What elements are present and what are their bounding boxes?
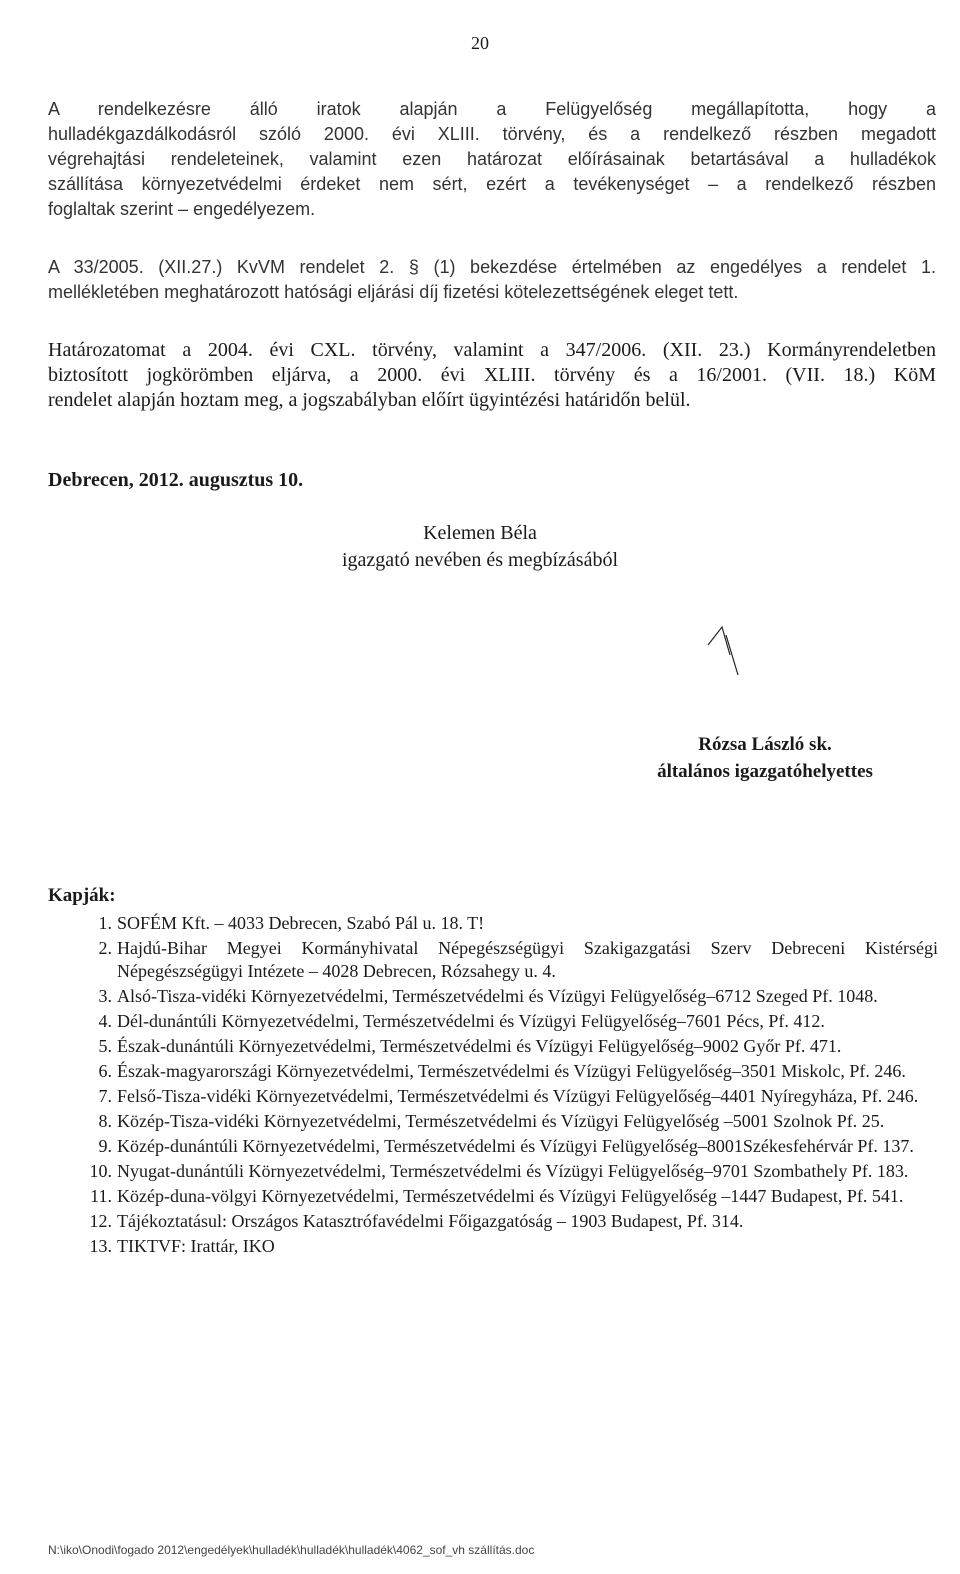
paragraph-findings bbox=[48, 97, 936, 222]
paragraph-line: Határozatomat a 2004. évi CXL. törvény, valamint a 347/2006. (XII. 23.) Kormányrendeletben bbox=[48, 339, 936, 361]
paragraph-line: A 33/2005. (XII.27.) KvVM rendelet 2. § (1) bekezdése értelmében az engedélyes a rendelet 1. bbox=[48, 257, 936, 277]
item-text: Hajdú-Bihar Megyei Kormányhivatal Népegészségügyi Szakigazgatási Szerv Debreceni Kistérségi Népegészségügyi Intézete – 4028 Debrecen, Rózsahegy u. 4. bbox=[117, 938, 938, 981]
item-number: 5. bbox=[98, 1036, 112, 1056]
list-item bbox=[48, 1235, 938, 1258]
signer-name: Rózsa László sk. bbox=[698, 734, 832, 755]
item-text: Közép-dunántúli Környezetvédelmi, Természetvédelmi és Vízügyi Felügyelőség–8001Székesfehérvár Pf. 137. bbox=[117, 1136, 914, 1156]
item-text: Észak-dunántúli Környezetvédelmi, Természetvédelmi és Vízügyi Felügyelőség–9002 Győr Pf. 471. bbox=[117, 1036, 842, 1056]
director-name: Kelemen Béla bbox=[423, 522, 537, 544]
item-text: Felső-Tisza-vidéki Környezetvédelmi, Természetvédelmi és Vízügyi Felügyelőség–4401 Nyíregyháza, Pf. 246. bbox=[117, 1086, 919, 1106]
file-path-footer: N:\iko\Onodi\fogado 2012\engedélyek\hulladék\hulladék\hulladék\4062_sof_vh szállítás.doc bbox=[48, 1543, 535, 1557]
recipients-list bbox=[48, 912, 938, 1260]
list-item bbox=[48, 912, 938, 935]
item-number: 1. bbox=[98, 913, 112, 933]
list-item bbox=[48, 985, 938, 1008]
item-text: SOFÉM Kft. – 4033 Debrecen, Szabó Pál u. 18. T! bbox=[117, 913, 485, 933]
date-line: Debrecen, 2012. augusztus 10. bbox=[48, 469, 304, 491]
paragraph-line: végrehajtási rendeleteinek, valamint ezen határozat előírásainak betartásával a hulladékok bbox=[48, 149, 936, 169]
list-item bbox=[48, 937, 938, 983]
item-number: 13. bbox=[89, 1236, 112, 1256]
item-number: 6. bbox=[98, 1061, 112, 1081]
item-text: Közép-Tisza-vidéki Környezetvédelmi, Természetvédelmi és Vízügyi Felügyelőség –5001 Szolnok Pf. 25. bbox=[117, 1111, 885, 1131]
paragraph-line: szállítása környezetvédelmi érdeket nem sért, ezért a tevékenységet – a rendelkező részben bbox=[48, 174, 936, 194]
paragraph-fee bbox=[48, 255, 936, 305]
paragraph-authority bbox=[48, 338, 936, 413]
paragraph-line: foglaltak szerint – engedélyezem. bbox=[48, 199, 316, 219]
item-text: Alsó-Tisza-vidéki Környezetvédelmi, Természetvédelmi és Vízügyi Felügyelőség–6712 Szeged Pf. 1048. bbox=[117, 986, 878, 1006]
list-item bbox=[48, 1135, 938, 1158]
signer-title: általános igazgatóhelyettes bbox=[657, 761, 873, 782]
item-number: 10. bbox=[89, 1161, 112, 1181]
director-block bbox=[0, 520, 960, 574]
list-item bbox=[48, 1160, 938, 1183]
list-item bbox=[48, 1185, 938, 1208]
item-number: 9. bbox=[98, 1136, 112, 1156]
item-number: 7. bbox=[98, 1086, 112, 1106]
item-number: 4. bbox=[98, 1011, 112, 1031]
item-number: 2. bbox=[98, 938, 112, 958]
list-item bbox=[48, 1035, 938, 1058]
item-number: 11. bbox=[90, 1186, 112, 1206]
item-number: 12. bbox=[89, 1211, 112, 1231]
paragraph-line: rendelet alapján hoztam meg, a jogszabályban előírt ügyintézési határidőn belül. bbox=[48, 389, 691, 411]
list-item bbox=[48, 1210, 938, 1233]
paragraph-line: biztosított jogkörömben eljárva, a 2000. évi XLIII. törvény és a 16/2001. (VII. 18.) KöM bbox=[48, 364, 936, 386]
item-text: Észak-magyarországi Környezetvédelmi, Természetvédelmi és Vízügyi Felügyelőség–3501 Miskolc, Pf. 246. bbox=[117, 1061, 906, 1081]
director-role: igazgató nevében és megbízásából bbox=[342, 549, 618, 571]
paragraph-line: A rendelkezésre álló iratok alapján a Felügyelőség megállapította, hogy a bbox=[48, 99, 936, 119]
paragraph-line: mellékletében meghatározott hatósági eljárási díj fizetési kötelezettségének eleget tett. bbox=[48, 282, 739, 302]
list-item bbox=[48, 1010, 938, 1033]
list-item bbox=[48, 1085, 938, 1108]
item-text: Közép-duna-völgyi Környezetvédelmi, Természetvédelmi és Vízügyi Felügyelőség –1447 Budapest, Pf. 541. bbox=[117, 1186, 904, 1206]
item-number: 3. bbox=[98, 986, 112, 1006]
item-text: Dél-dunántúli Környezetvédelmi, Természetvédelmi és Vízügyi Felügyelőség–7601 Pécs, Pf. 412. bbox=[117, 1011, 825, 1031]
item-text: TIKTVF: Irattár, IKO bbox=[117, 1236, 275, 1256]
item-text: Tájékoztatásul: Országos Katasztrófavédelmi Főigazgatóság – 1903 Budapest, Pf. 314. bbox=[117, 1211, 744, 1231]
list-item bbox=[48, 1060, 938, 1083]
paragraph-line: hulladékgazdálkodásról szóló 2000. évi XLIII. törvény, és a rendelkező részben megadott bbox=[48, 124, 936, 144]
item-number: 8. bbox=[98, 1111, 112, 1131]
recipients-title: Kapják: bbox=[48, 885, 116, 906]
list-item bbox=[48, 1110, 938, 1133]
signer-block bbox=[600, 731, 930, 785]
page-number: 20 bbox=[471, 33, 489, 53]
item-text: Nyugat-dunántúli Környezetvédelmi, Természetvédelmi és Vízügyi Felügyelőség–9701 Szombathely Pf. 183. bbox=[117, 1161, 909, 1181]
signature-mark bbox=[700, 615, 760, 685]
